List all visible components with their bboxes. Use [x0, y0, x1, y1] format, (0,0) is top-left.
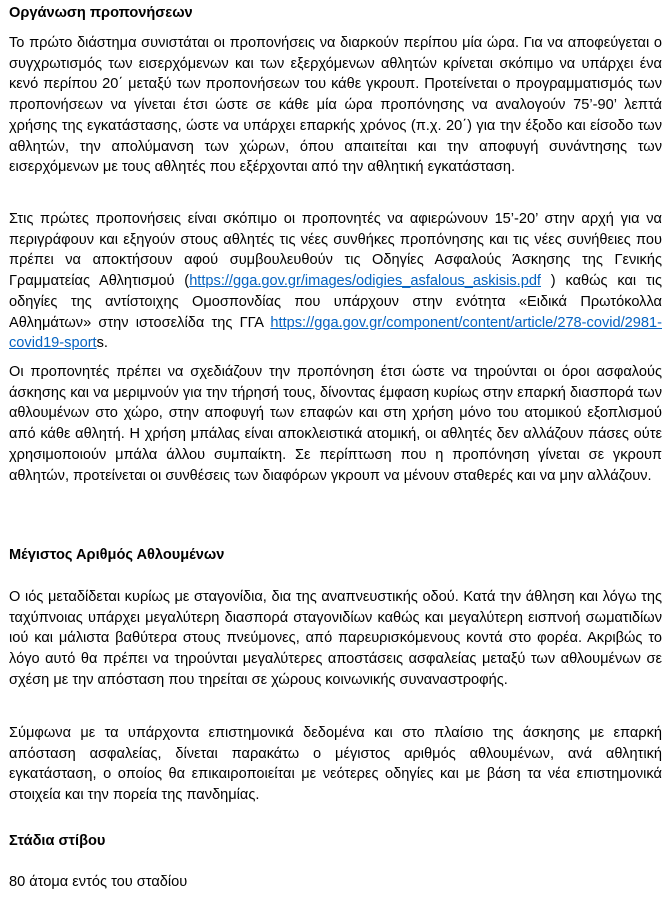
paragraph-training-planning: Οι προπονητές πρέπει να σχεδιάζουν την προπόνηση έτσι ώστε να τηρούνται οι όροι ασφαλούς άσκησης και να μεριμνούν για την τήρησή τους, δίνοντας έμφαση κυρίως στην επαρκή διασπορά των αθλουμένων στο χώρο, στην αποφυγή των επαφών και στη χρήση μόνο του ατομικού εξοπλισμού από κάθε αθλητή. Η χρήση μπάλας είναι αποκλειστικά ατομική, οι αθλητές δεν αλλάζουν πάσες ούτε χρησιμοποιούν μπάλα άλλου συμπαίκτη. Σε περίπτωση που η προπόνηση γίνεται σε γκρουπ αθλητών, προτείνεται οι συνθέσεις των διαφόρων γκρουπ να μένουν σταθερές και να μην αλλάζουν.	[9, 364, 662, 484]
gga-guidelines-link[interactable]: https://gga.gov.gr/images/odigies_asfalous_askisis.pdf	[189, 273, 541, 290]
paragraph-text: ) καθώς και τις οδηγίες της αντίστοιχης Ομοσπονδίας που υπάρχουν στην ενότητα «Ειδικά Πρωτόκολλα Αθλημάτων» στην ιστοσελίδα της ΓΓΑ	[9, 273, 662, 331]
paragraph-text: Στις πρώτες προπονήσεις είναι σκόπιμο οι προπονητές να αφιερώνουν 15’-20’ στην αρχή για να περιγράφουν και εξηγούν στους αθλητές τις νέες συνθήκες προπόνησης και τις νέες συνήθειες που πρέπει να αποκτήσουν αφού συμβουλευθούν τις Οδηγίες Ασφαλούς Άσκησης της Γενικής Γραμματείας Αθλητισμού (	[9, 211, 662, 290]
section-heading-training: Οργάνωση προπονήσεων	[9, 5, 193, 21]
section-heading-max-athletes: Μέγιστος Αριθμός Αθλουμένων	[9, 547, 225, 563]
paragraph-max-number: Σύμφωνα με τα υπάρχοντα επιστημονικά δεδομένα και στο πλαίσιο της άσκησης με επαρκή απόσταση ασφαλείας, δίνεται παρακάτω ο μέγιστος αριθμός αθλουμένων, ανά αθλητική εγκατάσταση, ο οποίος θα επικαιροποιείται με νεότερες οδηγίες και με βάση τα νέα επιστημονικά στοιχεία και την πορεία της πανδημίας.	[9, 725, 662, 804]
paragraph-training-first-sessions	[9, 209, 662, 354]
paragraph-text: s.	[96, 335, 108, 352]
section-heading-stadiums: Στάδια στίβου	[9, 833, 106, 849]
paragraph-virus-transmission: Ο ιός μεταδίδεται κυρίως με σταγονίδια, δια της αναπνευστικής οδού. Κατά την άθληση και λόγω της ταχύπνοιας υπάρχει μεγαλύτερη διασπορά σταγονιδίων καθώς και μεγαλύτερη εισπνοή σωματιδίων ιού και μάλιστα βαθύτερα στους πνεύμονες, από παρευρισκόμενους κοντά στο φορέα. Ακριβώς το λόγο αυτό θα πρέπει να τηρούνται μεγαλύτερες αποστάσεις ασφαλείας μεταξύ των αθλουμένων σε σχέση με την απόσταση που τηρείται σε χώρους κοινωνικής συναναστροφής.	[9, 589, 662, 688]
paragraph-training-duration: Το πρώτο διάστημα συνιστάται οι προπονήσεις να διαρκούν περίπου μία ώρα. Για να αποφεύγεται ο συγχρωτισμός των εισερχόμενων και των εξερχόμενων αθλητών κρίνεται σκόπιμο να υπάρχει ένα κενό περίπου 20΄ μεταξύ των προπονήσεων του κάθε γκρουπ. Προτείνεται ο προγραμματισμός των προπονήσεων να γίνεται έτσι ώστε σε κάθε μία ώρα προπόνησης να αναλογούν 75’-90’ λεπτά χρήσης της εγκατάστασης, ώστε να υπάρχει επαρκής χρόνος (π.χ. 20΄) για την έξοδο και είσοδο των αθλητών, την απολύμανση των χώρων, όπου απαιτείται και την αποφυγή συνάντησης των εισερχόμενων με τους αθλητές που εξέρχονται από την αθλητική εγκατάσταση.	[9, 35, 662, 176]
gga-covid-sport-link[interactable]: https://gga.gov.gr/component/content/article/278-covid/2981-covid19-sport	[9, 314, 662, 352]
paragraph-stadium-capacity: 80 άτομα εντός του σταδίου	[9, 874, 188, 890]
